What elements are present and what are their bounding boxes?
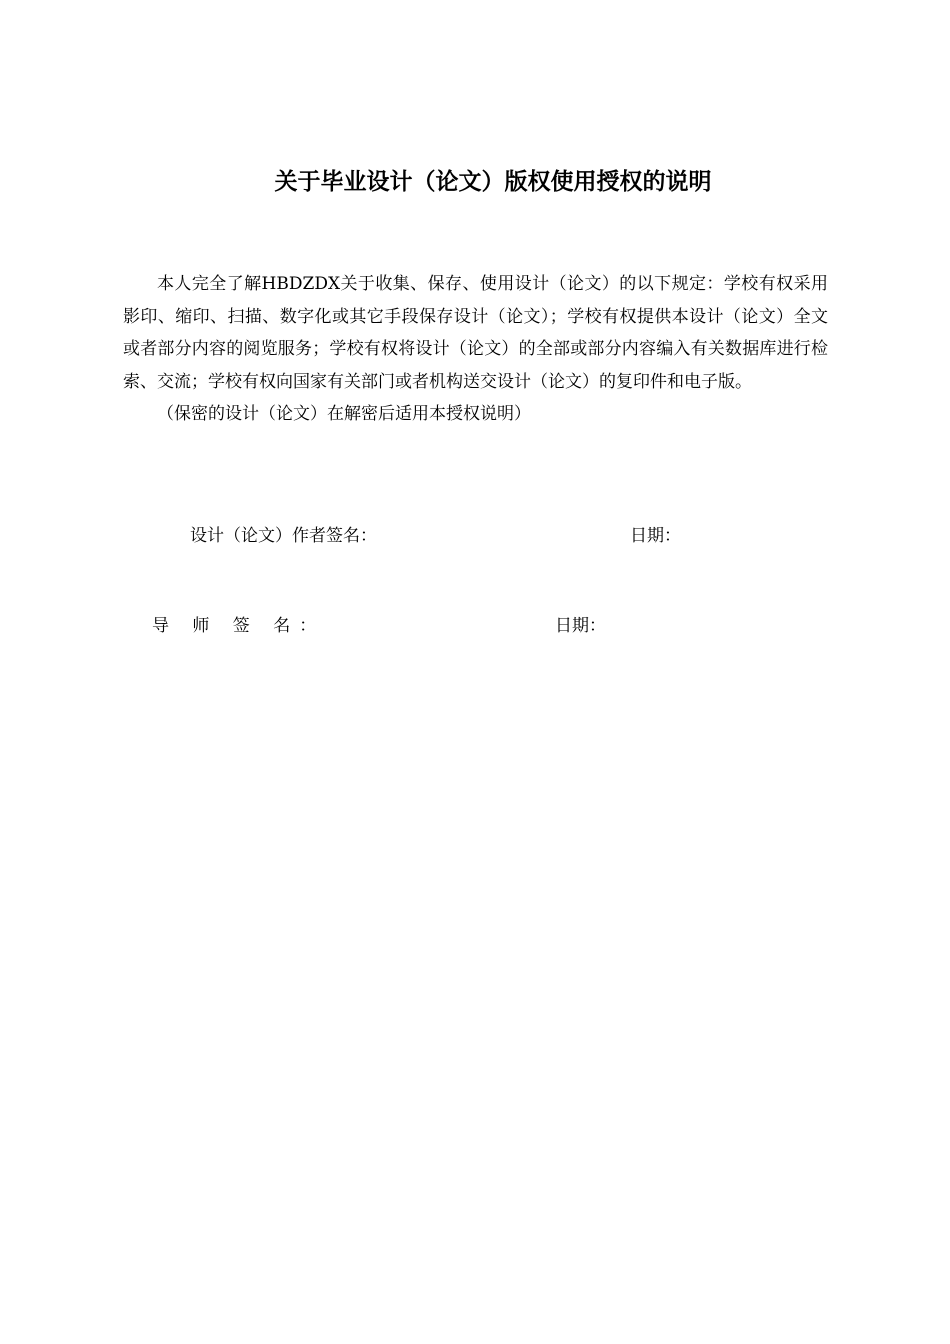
confidentiality-note: （保密的设计（论文）在解密后适用本授权说明） — [157, 404, 531, 424]
advisor-date-label: 日期： — [555, 616, 606, 636]
document-title: 关于毕业设计（论文）版权使用授权的说明 — [274, 168, 712, 195]
statement-paragraph: 本人完全了解HBDZDX关于收集、保存、使用设计（论文）的以下规定：学校有权采用影印、缩印、扫描、数字化或其它手段保存设计（论文）；学校有权提供本设计（论文）全文或者部分内容的阅览服务；学校有权将设计（论文）的全部或部分内容编入有关数据库进行检索、交流；学校有权向国家有关部门或者机构送交设计（论文）的复印件和电子版。 — [123, 274, 828, 392]
advisor-signature-label — [152, 611, 325, 636]
author-date-label: 日期： — [630, 526, 681, 546]
advisor-signature-label-text: 导 师 签 名： — [152, 616, 326, 636]
authorization-statement — [123, 268, 828, 431]
author-signature-label: 设计（论文）作者签名： — [190, 526, 377, 546]
